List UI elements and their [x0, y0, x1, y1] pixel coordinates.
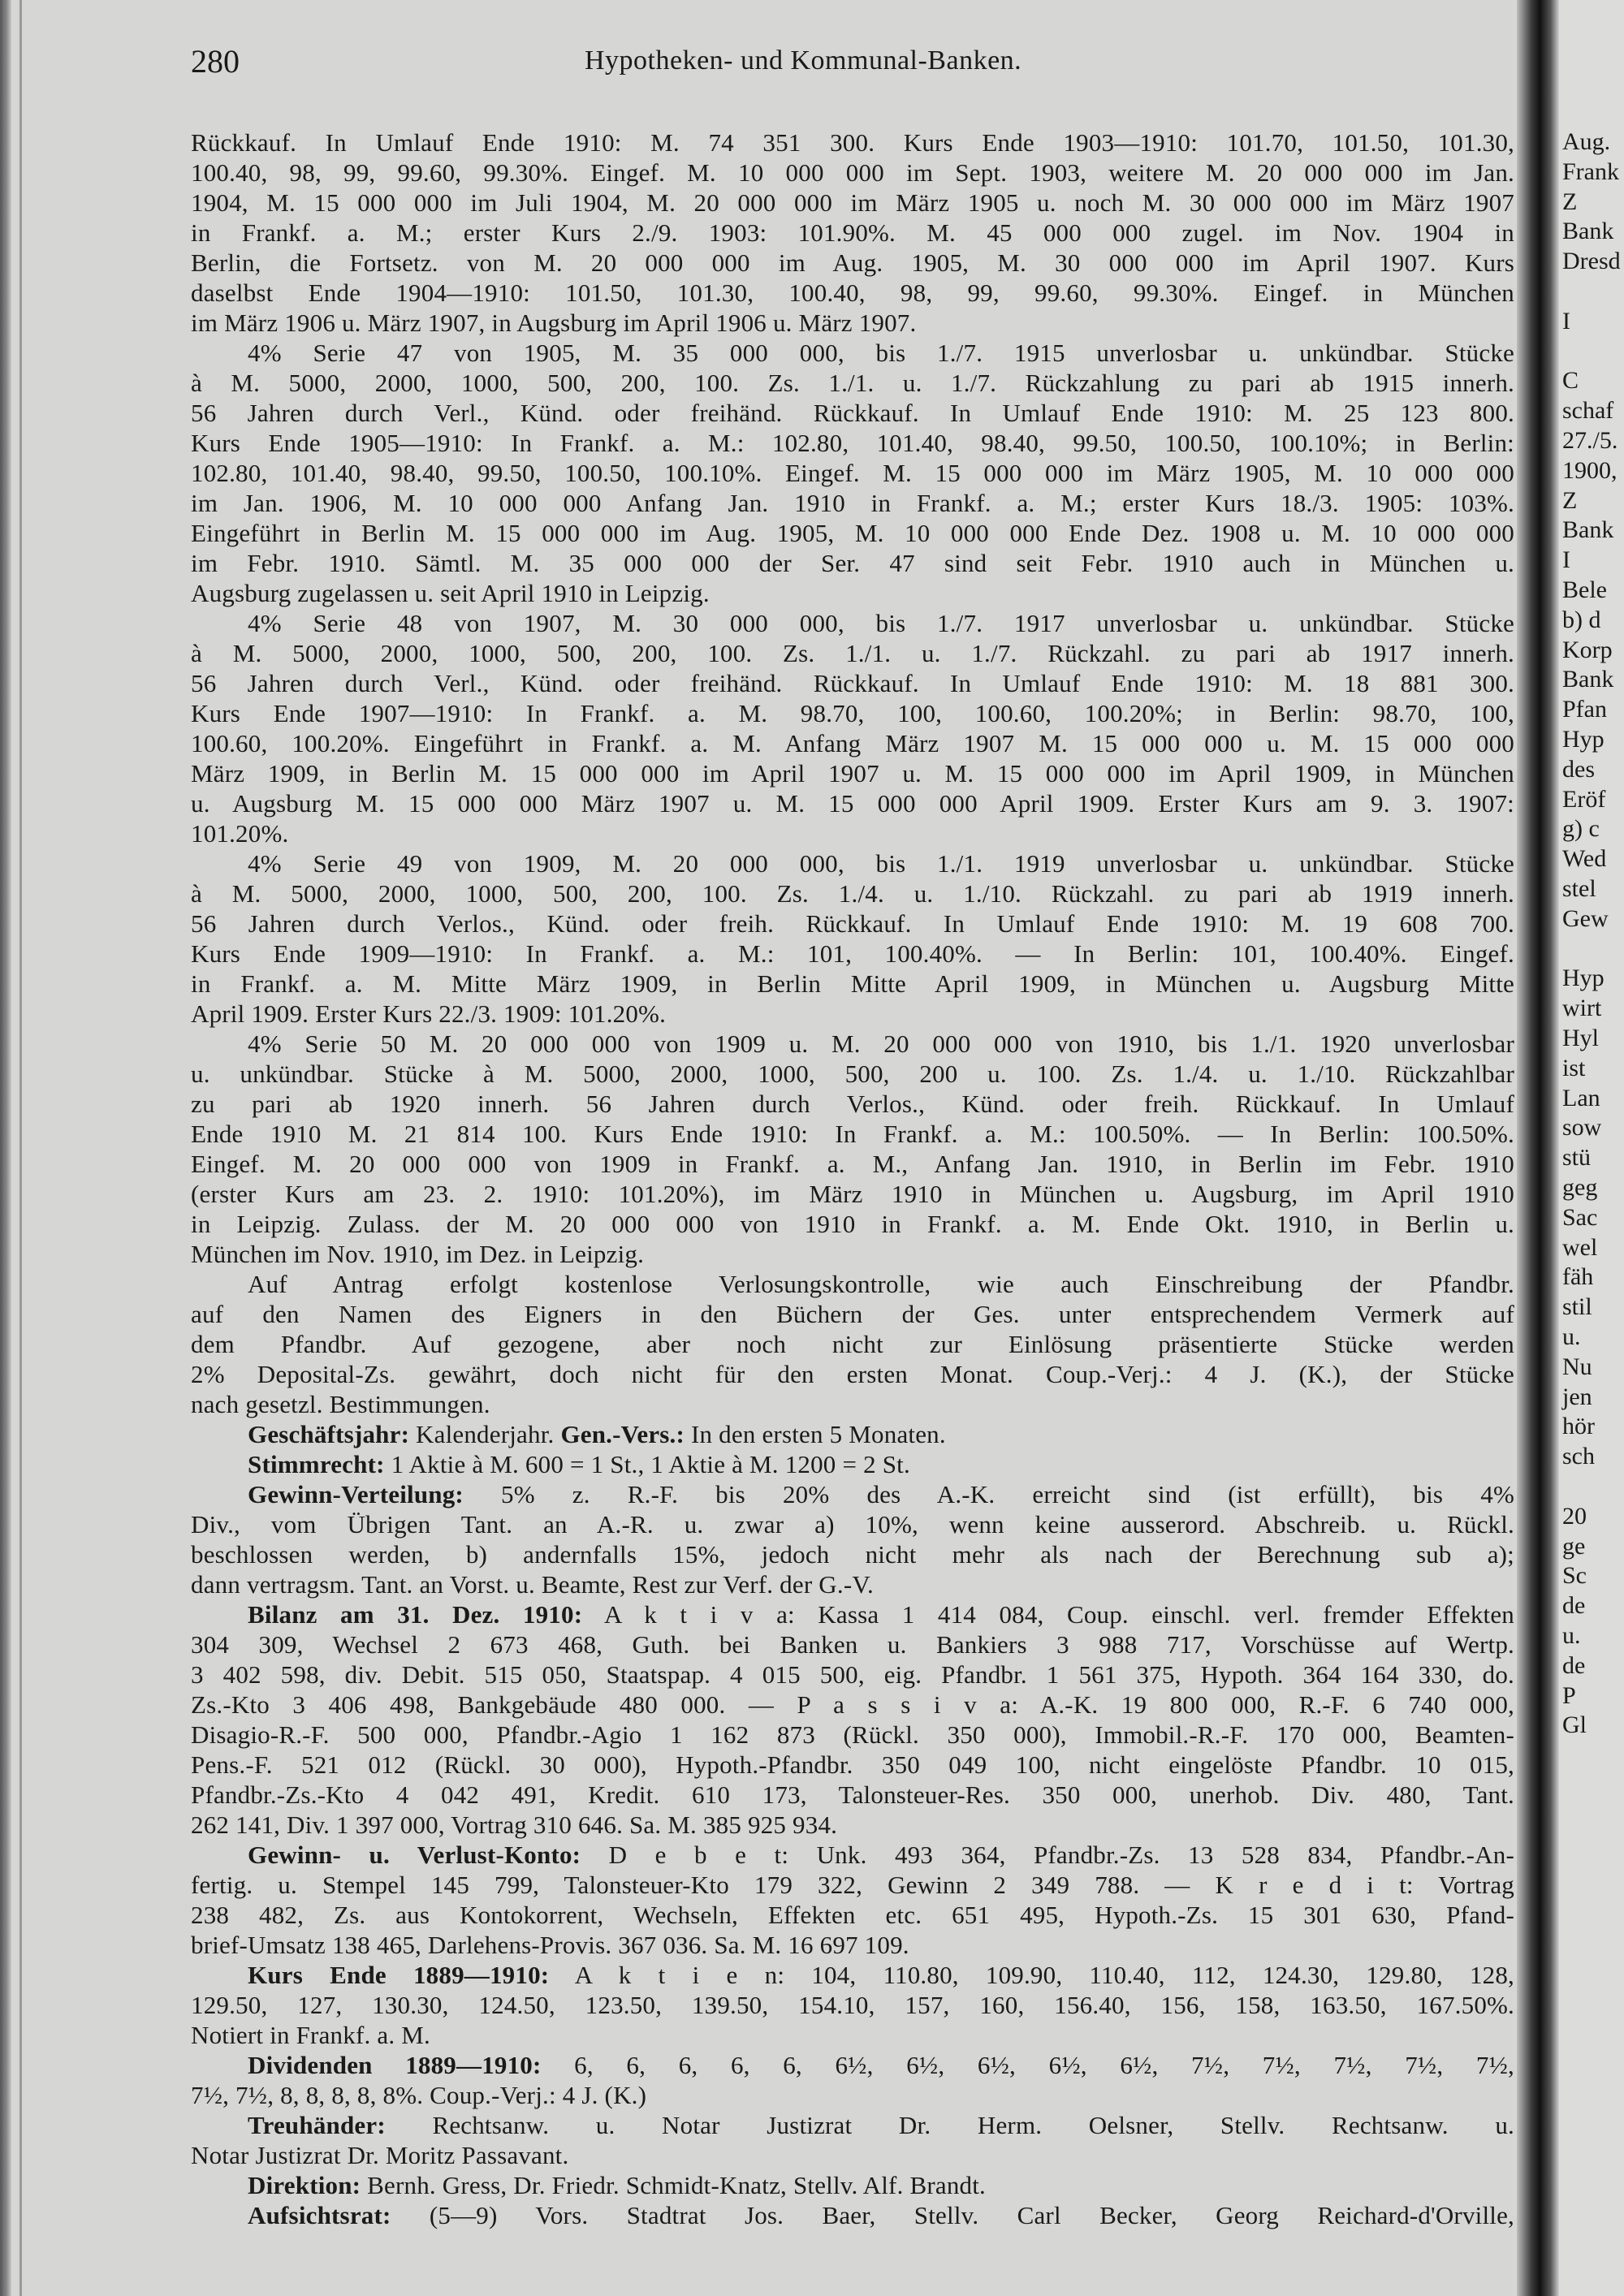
text-run: Augsburg zugelassen u. seit April 1910 in Leipzig.: [191, 579, 710, 607]
adjacent-page-text: I: [1562, 546, 1570, 574]
text-run: Auf Antrag erfolgt kostenlose Verlosungskontrolle, wie auch Einschreibung der Pfandbr.: [248, 1270, 1514, 1298]
bold-heading: Stimmrecht:: [248, 1450, 385, 1478]
adjacent-page-text: Dresd: [1562, 248, 1621, 275]
text-line: [191, 1569, 1514, 1599]
bold-heading: Gen.-Vers.:: [560, 1420, 685, 1448]
text-line: [191, 278, 1514, 308]
bold-heading: Aufsichtsrat:: [248, 2201, 391, 2229]
text-run: 56 Jahren durch Verl., Künd. oder freihänd. Rückkauf. In Umlauf Ende 1910: M. 25 123 800.: [191, 399, 1514, 427]
bold-heading: Direktion:: [248, 2171, 361, 2199]
text-line: [191, 1089, 1514, 1119]
text-run: 3 402 598, div. Debit. 515 050, Staatspap. 4 015 500, eig. Pfandbr. 1 561 375, Hypoth. 364 164 330, do.: [191, 1660, 1514, 1689]
adjacent-page-text: P: [1562, 1681, 1576, 1709]
adjacent-page-text: Hyp: [1562, 726, 1605, 753]
text-run: 6, 6, 6, 6, 6, 6½, 6½, 6½, 6½, 6½, 7½, 7½, 7½, 7½, 7½,: [541, 2051, 1514, 2079]
text-run: 262 141, Div. 1 397 000, Vortrag 310 646. Sa. M. 385 925 934.: [191, 1810, 838, 1839]
text-run: 4% Serie 47 von 1905, M. 35 000 000, bis 1./7. 1915 unverlosbar u. unkündbar. Stücke: [248, 339, 1514, 367]
adjacent-page-text: des: [1562, 755, 1595, 783]
text-run: in Frankf. a. M. Mitte März 1909, in Berlin Mitte April 1909, in München u. Augsburg Mitte: [191, 969, 1514, 998]
bold-heading: Dividenden 1889—1910:: [248, 2051, 542, 2079]
adjacent-page-text: u.: [1562, 1622, 1581, 1649]
adjacent-page-text: Hyl: [1562, 1025, 1599, 1051]
text-line: [191, 908, 1514, 939]
adjacent-page-text: Bele: [1562, 576, 1607, 603]
text-run: München im Nov. 1910, im Dez. in Leipzig.: [191, 1240, 645, 1268]
text-line: [191, 1449, 1514, 1479]
text-run: in Frankf. a. M.; erster Kurs 2./9. 1903: 101.90%. M. 45 000 000 zugel. im Nov. 1904 in: [191, 218, 1514, 247]
text-run: Eingeführt in Berlin M. 15 000 000 im Aug. 1905, M. 10 000 000 Ende Dez. 1908 u. M. 10 000 000: [191, 519, 1514, 547]
adjacent-page-text: Gl: [1562, 1711, 1587, 1739]
adjacent-page-text: ge: [1562, 1532, 1586, 1560]
text-line: [191, 1239, 1514, 1269]
text-line: [191, 1329, 1514, 1359]
text-run: Berlin, die Fortsetz. von M. 20 000 000 im Aug. 1905, M. 30 000 000 im April 1907. Kurs: [191, 248, 1514, 277]
text-run: 1904, M. 15 000 000 im Juli 1904, M. 20 000 000 im März 1905 u. noch M. 30 000 000 im März 1907: [191, 188, 1514, 217]
text-run: D e b e t: Unk. 493 364, Pfandbr.-Zs. 13 528 834, Pfandbr.-An-: [581, 1841, 1514, 1869]
text-run: brief-Umsatz 138 465, Darlehens-Provis. 367 036. Sa. M. 16 697 109.: [191, 1931, 909, 1959]
text-line: [191, 728, 1514, 758]
text-line: [191, 758, 1514, 788]
text-run: Pens.-F. 521 012 (Rückl. 30 000), Hypoth.-Pfandbr. 350 049 100, nicht eingelöste Pfandbr. 10 015,: [191, 1750, 1514, 1779]
text-run: im Jan. 1906, M. 10 000 000 Anfang Jan. 1910 in Frankf. a. M.; erster Kurs 18./3. 1905: 103%.: [191, 489, 1514, 517]
text-line: [191, 1359, 1514, 1389]
text-line: [191, 1059, 1514, 1089]
adjacent-page-text: jen: [1562, 1383, 1592, 1410]
text-run: A k t i e n: 104, 110.80, 109.90, 110.40, 112, 124.30, 129.80, 128,: [549, 1961, 1514, 1989]
text-run: März 1909, in Berlin M. 15 000 000 im April 1907 u. M. 15 000 000 im April 1909, in München: [191, 759, 1514, 788]
text-line: [191, 788, 1514, 818]
adjacent-page-text: C: [1562, 367, 1579, 395]
text-run: 56 Jahren durch Verl., Künd. oder freihänd. Rückkauf. In Umlauf Ende 1910: M. 18 881 300.: [191, 669, 1514, 697]
text-run: 100.40, 98, 99, 99.60, 99.30%. Eingef. M. 10 000 000 im Sept. 1903, weitere M. 20 000 000 im Jan.: [191, 158, 1514, 187]
adjacent-page-fragment: [1559, 0, 1624, 2296]
text-run: 5% z. R.-F. bis 20% des A.-K. erreicht sind (ist erfüllt), bis 4%: [463, 1480, 1514, 1508]
text-run: in Leipzig. Zulass. der M. 20 000 000 von 1910 in Frankf. a. M. Ende Okt. 1910, in Berlin u.: [191, 1210, 1514, 1238]
text-run: Kalenderjahr.: [409, 1420, 561, 1448]
text-run: daselbst Ende 1904—1910: 101.50, 101.30, 100.40, 98, 99, 99.60, 99.30%. Eingef. in München: [191, 278, 1514, 307]
text-line: [191, 158, 1514, 188]
text-run: 56 Jahren durch Verlos., Künd. oder freih. Rückkauf. In Umlauf Ende 1910: M. 19 608 700.: [191, 909, 1514, 938]
text-run: im März 1906 u. März 1907, in Augsburg im April 1906 u. März 1907.: [191, 309, 917, 337]
text-run: Notar Justizrat Dr. Moritz Passavant.: [191, 2141, 569, 2169]
text-run: dem Pfandbr. Auf gezogene, aber noch nicht zur Einlösung präsentierte Stücke werden: [191, 1330, 1514, 1358]
text-line: [191, 2140, 1514, 2170]
text-line: [191, 1900, 1514, 1930]
bold-heading: Gewinn- u. Verlust-Konto:: [248, 1841, 581, 1869]
text-line: [191, 1419, 1514, 1449]
text-line: [191, 668, 1514, 698]
text-line: [191, 1209, 1514, 1239]
text-run: 1 Aktie à M. 600 = 1 St., 1 Aktie à M. 1200 = 2 St.: [384, 1450, 910, 1478]
adjacent-page-text: Frank: [1562, 158, 1619, 185]
text-line: [191, 368, 1514, 398]
text-run: 2% Deposital-Zs. gewährt, doch nicht für den ersten Monat. Coup.-Verj.: 4 J. (K.), der Stücke: [191, 1360, 1514, 1388]
text-run: dann vertragsm. Tant. an Vorst. u. Beamte, Rest zur Verf. der G.-V.: [191, 1570, 874, 1599]
running-title: Hypotheken- und Kommunal-Banken.: [585, 45, 1022, 76]
text-run: Rückkauf. In Umlauf Ende 1910: M. 74 351 300. Kurs Ende 1903—1910: 101.70, 101.50, 101.30,: [191, 128, 1514, 157]
text-run: 101.20%.: [191, 819, 289, 848]
text-line: [191, 1870, 1514, 1900]
text-line: [191, 1509, 1514, 1539]
text-line: [191, 1720, 1514, 1750]
text-run: Disagio-R.-F. 500 000, Pfandbr.-Agio 1 162 873 (Rückl. 350 000), Immobil.-R.-F. 170 000, Beamten-: [191, 1720, 1514, 1749]
text-line: [191, 518, 1514, 548]
bold-heading: Gewinn-Verteilung:: [248, 1480, 464, 1508]
text-line: [191, 1299, 1514, 1329]
text-run: à M. 5000, 2000, 1000, 500, 200, 100. Zs. 1./4. u. 1./10. Rückzahl. zu pari ab 1919 innerh.: [191, 879, 1514, 908]
adjacent-page-text: schaf: [1562, 397, 1614, 425]
text-line: [191, 608, 1514, 638]
text-line: [191, 1990, 1514, 2020]
text-line: [191, 2020, 1514, 2050]
adjacent-page-text: Aug.: [1562, 128, 1611, 155]
adjacent-page-text: I: [1562, 307, 1570, 334]
text-run: à M. 5000, 2000, 1000, 500, 200, 100. Zs. 1./1. u. 1./7. Rückzahl. zu pari ab 1917 innerh.: [191, 639, 1514, 667]
text-run: 7½, 7½, 8, 8, 8, 8, 8%. Coup.-Verj.: 4 J. (K.): [191, 2081, 647, 2109]
text-line: [191, 1930, 1514, 1960]
text-run: In den ersten 5 Monaten.: [685, 1420, 946, 1448]
text-line: [191, 127, 1514, 158]
text-run: auf den Namen des Eigners in den Büchern der Ges. unter entsprechendem Vermerk auf: [191, 1300, 1514, 1328]
text-run: Div., vom Übrigen Tant. an A.-R. u. zwar a) 10%, wenn keine ausserord. Abschreib. u. Rückl.: [191, 1510, 1514, 1539]
text-run: April 1909. Erster Kurs 22./3. 1909: 101.20%.: [191, 999, 667, 1028]
adjacent-page-text: Eröf: [1562, 785, 1606, 813]
bold-heading: Treuhänder:: [248, 2111, 386, 2139]
text-run: 100.60, 100.20%. Eingeführt in Frankf. a. M. Anfang März 1907 M. 15 000 000 u. M. 15 000 000: [191, 729, 1514, 757]
text-run: fertig. u. Stempel 145 799, Talonsteuer-Kto 179 322, Gewinn 2 349 788. — K r e d i t: Vortrag: [191, 1871, 1514, 1899]
adjacent-page-text: de: [1562, 1651, 1586, 1679]
adjacent-page-text: 20: [1562, 1502, 1587, 1530]
body-text: [191, 127, 1514, 2230]
text-line: [191, 1599, 1514, 1629]
adjacent-page-text: geg: [1562, 1174, 1598, 1201]
text-line: [191, 848, 1514, 878]
text-line: [191, 1149, 1514, 1179]
text-line: [191, 578, 1514, 608]
adjacent-page-text: Wed: [1562, 845, 1607, 873]
adjacent-page-text: stel: [1562, 875, 1596, 902]
adjacent-page-text: 27./5.: [1562, 427, 1618, 454]
text-run: Pfandbr.-Zs.-Kto 4 042 491, Kredit. 610 173, Talonsteuer-Res. 350 000, unerhob. Div. 480, Tant.: [191, 1780, 1514, 1809]
text-line: [191, 2080, 1514, 2110]
text-line: [191, 878, 1514, 908]
adjacent-page-text: Bank: [1562, 516, 1614, 544]
adjacent-page-text: u.: [1562, 1323, 1581, 1350]
text-line: [191, 698, 1514, 728]
text-line: [191, 458, 1514, 488]
text-line: [191, 1389, 1514, 1419]
text-line: [191, 2200, 1514, 2230]
adjacent-page-text: Hyp: [1562, 965, 1605, 992]
text-line: [191, 428, 1514, 458]
text-line: [191, 488, 1514, 518]
text-run: Kurs Ende 1909—1910: In Frankf. a. M.: 101, 100.40%. — In Berlin: 101, 100.40%. Eingef.: [191, 939, 1514, 968]
book-binding-gutter: [1517, 0, 1559, 2296]
text-line: [191, 548, 1514, 578]
text-line: [191, 1750, 1514, 1780]
text-line: [191, 969, 1514, 999]
text-run: (erster Kurs am 23. 2. 1910: 101.20%), im März 1910 in München u. Augsburg, im April 1910: [191, 1180, 1514, 1208]
text-run: 4% Serie 50 M. 20 000 000 von 1909 u. M. 20 000 000 von 1910, bis 1./1. 1920 unverlosbar: [248, 1029, 1514, 1058]
bold-heading: Bilanz am 31. Dez. 1910:: [248, 1600, 583, 1629]
text-run: 102.80, 101.40, 98.40, 99.50, 100.50, 100.10%. Eingef. M. 15 000 000 im März 1905, M. 10 000 000: [191, 459, 1514, 487]
text-run: nach gesetzl. Bestimmungen.: [191, 1390, 490, 1418]
adjacent-page-text: Z: [1562, 188, 1578, 215]
text-line: [191, 1690, 1514, 1720]
adjacent-page-text: Sc: [1562, 1562, 1587, 1590]
text-run: zu pari ab 1920 innerh. 56 Jahren durch Verlos., Künd. oder freih. Rückkauf. In Umlauf: [191, 1090, 1514, 1118]
text-line: [191, 939, 1514, 969]
bold-heading: Geschäftsjahr:: [248, 1420, 410, 1448]
text-run: (5—9) Vors. Stadtrat Jos. Baer, Stellv. Carl Becker, Georg Reichard-d'Orville,: [391, 2201, 1514, 2229]
text-line: [191, 1780, 1514, 1810]
text-line: [191, 999, 1514, 1029]
text-line: [191, 818, 1514, 848]
adjacent-page-text: g) c: [1562, 815, 1600, 843]
adjacent-page-text: stü: [1562, 1144, 1592, 1172]
text-line: [191, 638, 1514, 668]
text-run: Eingef. M. 20 000 000 von 1909 in Frankf. a. M., Anfang Jan. 1910, in Berlin im Febr. 1910: [191, 1150, 1514, 1178]
text-run: à M. 5000, 2000, 1000, 500, 200, 100. Zs. 1./1. u. 1./7. Rückzahlung zu pari ab 1915 innerh.: [191, 369, 1514, 397]
adjacent-page-text: Pfan: [1562, 696, 1607, 723]
adjacent-page-text: Z: [1562, 486, 1578, 514]
text-run: u. Augsburg M. 15 000 000 März 1907 u. M. 15 000 000 April 1909. Erster Kurs am 9. 3. 1907:: [191, 789, 1514, 818]
adjacent-page-text: Gew: [1562, 904, 1609, 932]
adjacent-page-text: de: [1562, 1592, 1586, 1620]
adjacent-page-text: sch: [1562, 1443, 1595, 1470]
text-line: [191, 2110, 1514, 2140]
text-run: Kurs Ende 1907—1910: In Frankf. a. M. 98.70, 100, 100.60, 100.20%; in Berlin: 98.70, 100,: [191, 699, 1514, 727]
adjacent-page-text: wel: [1562, 1233, 1598, 1261]
text-line: [191, 218, 1514, 248]
adjacent-page-text: ist: [1562, 1054, 1586, 1081]
text-line: [191, 2050, 1514, 2080]
text-line: [191, 1810, 1514, 1840]
adjacent-page-text: Bank: [1562, 218, 1614, 245]
text-line: [191, 1960, 1514, 1990]
text-run: Bernh. Gress, Dr. Friedr. Schmidt-Knatz, Stellv. Alf. Brandt.: [361, 2171, 986, 2199]
text-line: [191, 1119, 1514, 1149]
text-line: [191, 248, 1514, 278]
text-run: u. unkündbar. Stücke à M. 5000, 2000, 1000, 500, 200 u. 100. Zs. 1./4. u. 1./10. Rückzahlbar: [191, 1060, 1514, 1088]
adjacent-page-text: wirt: [1562, 995, 1602, 1022]
adjacent-page-text: 1900,: [1562, 456, 1618, 484]
text-run: Zs.-Kto 3 406 498, Bankgebäude 480 000. — P a s s i v a: A.-K. 19 800 000, R.-F. 6 740 000,: [191, 1690, 1514, 1719]
text-run: Kurs Ende 1905—1910: In Frankf. a. M.: 102.80, 101.40, 98.40, 99.50, 100.50, 100.10%; in Berlin:: [191, 429, 1514, 457]
text-line: [191, 1029, 1514, 1059]
text-line: [191, 1179, 1514, 1209]
text-line: [191, 1840, 1514, 1870]
adjacent-page-text: Nu: [1562, 1353, 1592, 1380]
text-line: [191, 308, 1514, 338]
adjacent-page-text: Korp: [1562, 636, 1613, 663]
text-line: [191, 188, 1514, 218]
text-run: beschlossen werden, b) andernfalls 15%, jedoch nicht mehr als nach der Berechnung sub a);: [191, 1540, 1514, 1569]
text-run: Notiert in Frankf. a. M.: [191, 2021, 430, 2049]
adjacent-page-text: stil: [1562, 1293, 1592, 1321]
text-line: [191, 338, 1514, 368]
text-run: 129.50, 127, 130.30, 124.50, 123.50, 139.50, 154.10, 157, 160, 156.40, 156, 158, 163.50, 167.50%.: [191, 1991, 1514, 2019]
text-line: [191, 1629, 1514, 1659]
text-line: [191, 1659, 1514, 1690]
text-run: 304 309, Wechsel 2 673 468, Guth. bei Banken u. Bankiers 3 988 717, Vorschüsse auf Wertp.: [191, 1630, 1514, 1659]
text-run: Rechtsanw. u. Notar Justizrat Dr. Herm. Oelsner, Stellv. Rechtsanw. u.: [385, 2111, 1514, 2139]
text-run: 238 482, Zs. aus Kontokorrent, Wechseln, Effekten etc. 651 495, Hypoth.-Zs. 15 301 630, Pfand-: [191, 1901, 1514, 1929]
adjacent-page-text: Lan: [1562, 1084, 1600, 1111]
bold-heading: Kurs Ende 1889—1910:: [248, 1961, 550, 1989]
adjacent-page-text: sow: [1562, 1114, 1602, 1142]
page-number: 280: [191, 43, 240, 80]
text-run: A k t i v a: Kassa 1 414 084, Coup. einschl. verl. fremder Effekten: [582, 1600, 1514, 1629]
scan-left-edge: [0, 0, 11, 2296]
adjacent-page-text: Sac: [1562, 1203, 1598, 1231]
adjacent-page-text: hör: [1562, 1413, 1595, 1440]
text-run: 4% Serie 49 von 1909, M. 20 000 000, bis 1./1. 1919 unverlosbar u. unkündbar. Stücke: [248, 849, 1514, 878]
adjacent-page-text: b) d: [1562, 606, 1601, 633]
text-run: Ende 1910 M. 21 814 100. Kurs Ende 1910: In Frankf. a. M.: 100.50%. — In Berlin: 100.50%.: [191, 1120, 1514, 1148]
text-run: 4% Serie 48 von 1907, M. 30 000 000, bis 1./7. 1917 unverlosbar u. unkündbar. Stücke: [248, 609, 1514, 637]
text-line: [191, 1269, 1514, 1299]
text-run: im Febr. 1910. Sämtl. M. 35 000 000 der Ser. 47 sind seit Febr. 1910 auch in München u.: [191, 549, 1514, 577]
adjacent-page-text: Bank: [1562, 666, 1614, 693]
adjacent-page-text: fäh: [1562, 1263, 1594, 1291]
text-line: [191, 2170, 1514, 2200]
text-line: [191, 398, 1514, 428]
text-line: [191, 1539, 1514, 1569]
scan-left-rule: [19, 0, 22, 2296]
text-line: [191, 1479, 1514, 1509]
